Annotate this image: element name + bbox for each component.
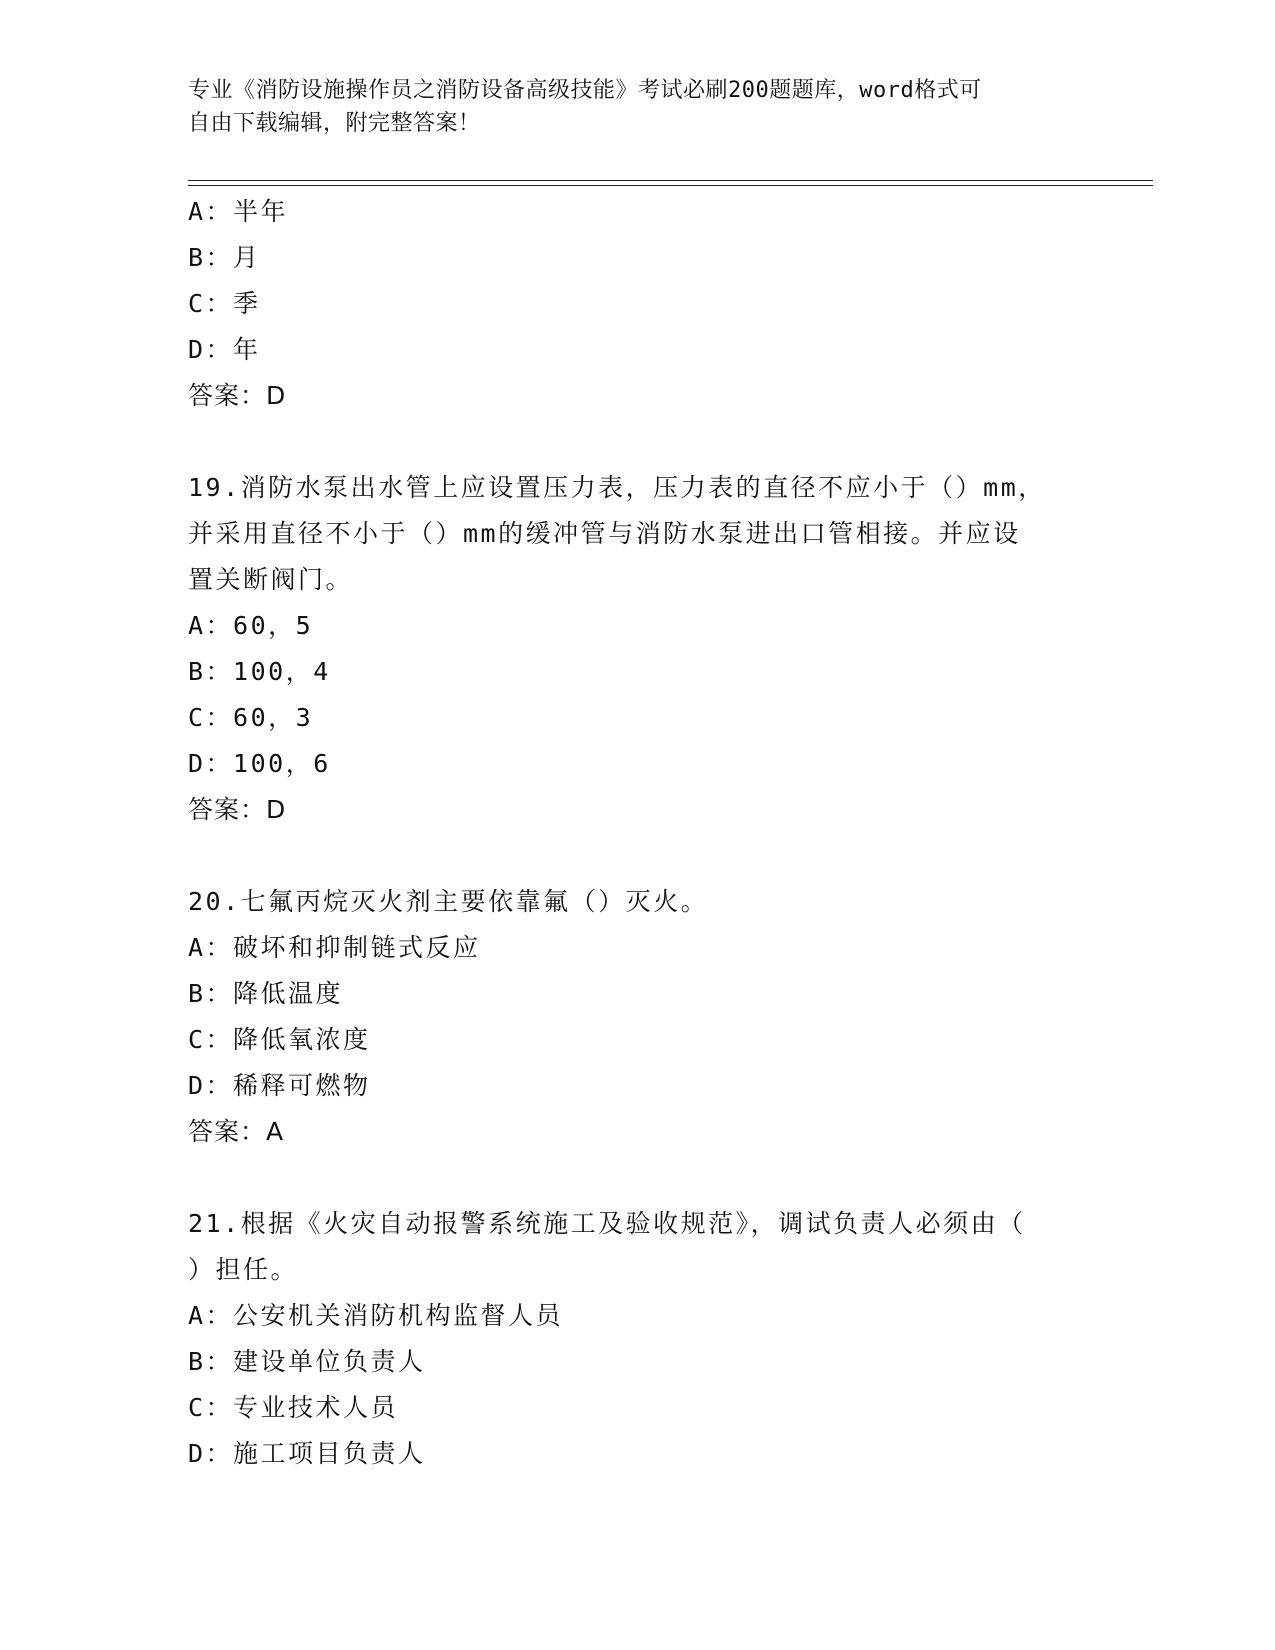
question-20 bbox=[188, 879, 1068, 1155]
option-c: C：降低氧浓度 bbox=[188, 1025, 371, 1054]
option-a: A：60，5 bbox=[188, 611, 314, 640]
option-d: D：稀释可燃物 bbox=[188, 1071, 371, 1100]
header-divider-bottom bbox=[188, 185, 1153, 186]
question-text-line: 21.根据《火灾自动报警系统施工及验收规范》，调试负责人必须由（ bbox=[188, 1209, 1026, 1238]
option-b: B：100，4 bbox=[188, 657, 331, 686]
question-spacer bbox=[188, 419, 1068, 465]
header-line-2: 自由下载编辑，附完整答案！ bbox=[188, 111, 481, 136]
question-21 bbox=[188, 1201, 1068, 1477]
option-a: A：半年 bbox=[188, 197, 289, 226]
option-c: C：季 bbox=[188, 289, 261, 318]
question-spacer bbox=[188, 833, 1068, 879]
question-text-line: ）担任。 bbox=[188, 1255, 299, 1284]
document-header bbox=[188, 74, 1068, 140]
question-19 bbox=[188, 465, 1068, 833]
option-c: C：60，3 bbox=[188, 703, 314, 732]
question-text-line: 并采用直径不小于（）mm的缓冲管与消防水泵进出口管相接。并应设 bbox=[188, 519, 1021, 548]
question-text-line: 19.消防水泵出水管上应设置压力表，压力表的直径不应小于（）mm， bbox=[188, 473, 1046, 502]
answer-line: 答案：D bbox=[188, 381, 287, 410]
option-a: A：公安机关消防机构监督人员 bbox=[188, 1301, 564, 1330]
question-text-line: 置关断阀门。 bbox=[188, 565, 354, 594]
option-d: D：施工项目负责人 bbox=[188, 1439, 426, 1468]
option-b: B：月 bbox=[188, 243, 261, 272]
header-divider-top bbox=[188, 180, 1153, 181]
option-a: A：破坏和抑制链式反应 bbox=[188, 933, 481, 962]
header-line-1: 专业《消防设施操作员之消防设备高级技能》考试必刷200题题库，word格式可 bbox=[188, 78, 982, 103]
answer-line: 答案：D bbox=[188, 795, 287, 824]
answer-line: 答案：A bbox=[188, 1117, 285, 1146]
option-d: D：100，6 bbox=[188, 749, 331, 778]
option-c: C：专业技术人员 bbox=[188, 1393, 399, 1422]
option-b: B：降低温度 bbox=[188, 979, 344, 1008]
question-list bbox=[188, 189, 1068, 1477]
option-b: B：建设单位负责人 bbox=[188, 1347, 426, 1376]
option-d: D：年 bbox=[188, 335, 261, 364]
question-text-line: 20.七氟丙烷灭火剂主要依靠氟（）灭火。 bbox=[188, 887, 709, 916]
question-18 bbox=[188, 189, 1068, 419]
question-spacer bbox=[188, 1155, 1068, 1201]
